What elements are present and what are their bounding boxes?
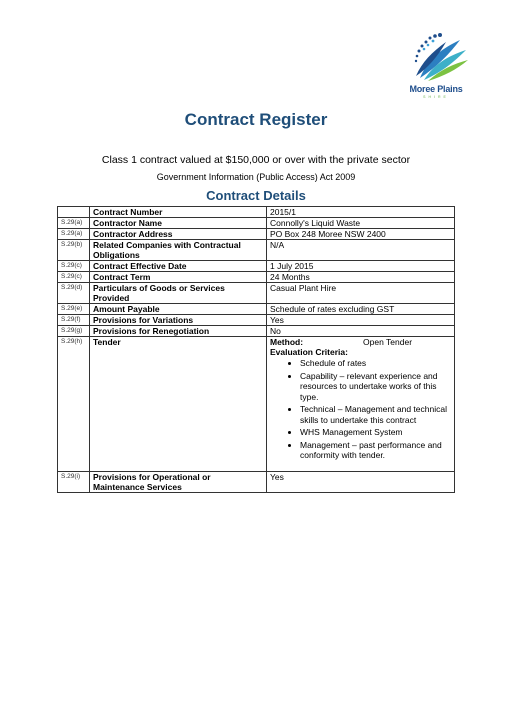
contract-details-table: [57, 206, 455, 493]
field-label: Contract Number: [90, 207, 267, 218]
field-value: Casual Plant Hire: [267, 283, 455, 304]
section-ref: S.29(e): [58, 304, 90, 315]
field-label: Tender: [90, 337, 267, 472]
field-label: Contractor Name: [90, 218, 267, 229]
logo-mark-icon: [398, 28, 474, 84]
field-label: Particulars of Goods or Services Provided: [90, 283, 267, 304]
field-value: Schedule of rates excluding GST: [267, 304, 455, 315]
section-ref: S.29(d): [58, 283, 90, 304]
field-value: Yes: [267, 315, 455, 326]
list-item: • Capability – relevant experience and resources to undertake works of this type.: [300, 371, 451, 403]
field-value: 2015/1: [267, 207, 455, 218]
method-label: Method:: [270, 337, 304, 347]
moree-plains-logo: [398, 28, 474, 104]
section-ref: S.29(a): [58, 218, 90, 229]
logo-subtitle: SHIRE: [423, 95, 449, 99]
field-label: Contractor Address: [90, 229, 267, 240]
table-row: [58, 240, 455, 261]
field-label: Amount Payable: [90, 304, 267, 315]
field-label: Provisions for Renegotiation: [90, 326, 267, 337]
table-row: [58, 283, 455, 304]
method-value: Open Tender: [363, 337, 413, 347]
field-label: Provisions for Operational or Maintenance Services: [90, 471, 267, 492]
list-item: • Schedule of rates: [300, 358, 451, 369]
section-ref: S.29(g): [58, 326, 90, 337]
table-row: [58, 207, 455, 218]
table-row: [58, 471, 455, 492]
field-value: 24 Months: [267, 272, 455, 283]
field-value: Connolly's Liquid Waste: [267, 218, 455, 229]
logo-name: Moree Plains: [409, 84, 463, 94]
list-item: • Management – past performance and conformity with tender.: [300, 440, 451, 461]
section-ref: S.29(c): [58, 261, 90, 272]
section-ref: S.29(i): [58, 471, 90, 492]
section-ref: S.29(h): [58, 337, 90, 472]
section-ref: [58, 207, 90, 218]
criteria-label: Evaluation Criteria:: [270, 347, 348, 357]
field-label: Provisions for Variations: [90, 315, 267, 326]
field-value: 1 July 2015: [267, 261, 455, 272]
field-value: Yes: [267, 471, 455, 492]
table-row: [58, 304, 455, 315]
field-value: PO Box 248 Moree NSW 2400: [267, 229, 455, 240]
table-row: [58, 272, 455, 283]
page-title: Contract Register: [184, 110, 328, 129]
field-label: Contract Term: [90, 272, 267, 283]
table-row: [58, 315, 455, 326]
table-row: [58, 326, 455, 337]
field-value: N/A: [267, 240, 455, 261]
criteria-list: [270, 358, 451, 461]
table-row-tender: [58, 337, 455, 472]
field-label: Related Companies with Contractual Obligations: [90, 240, 267, 261]
subtitle-class: Class 1 contract valued at $150,000 or over with the private sector: [101, 154, 411, 166]
table-row: [58, 218, 455, 229]
field-label: Contract Effective Date: [90, 261, 267, 272]
section-ref: S.29(c): [58, 272, 90, 283]
field-value: No: [267, 326, 455, 337]
list-item: • WHS Management System: [300, 427, 451, 438]
section-title: Contract Details: [206, 188, 306, 203]
subtitle-act: Government Information (Public Access) Act 2009: [156, 172, 356, 182]
table-row: [58, 261, 455, 272]
list-item: • Technical – Management and technical skills to undertake this contract: [300, 404, 451, 425]
section-ref: S.29(a): [58, 229, 90, 240]
section-ref: S.29(b): [58, 240, 90, 261]
tender-method: [270, 337, 451, 347]
table-row: [58, 229, 455, 240]
tender-value: [267, 337, 455, 472]
section-ref: S.29(f): [58, 315, 90, 326]
